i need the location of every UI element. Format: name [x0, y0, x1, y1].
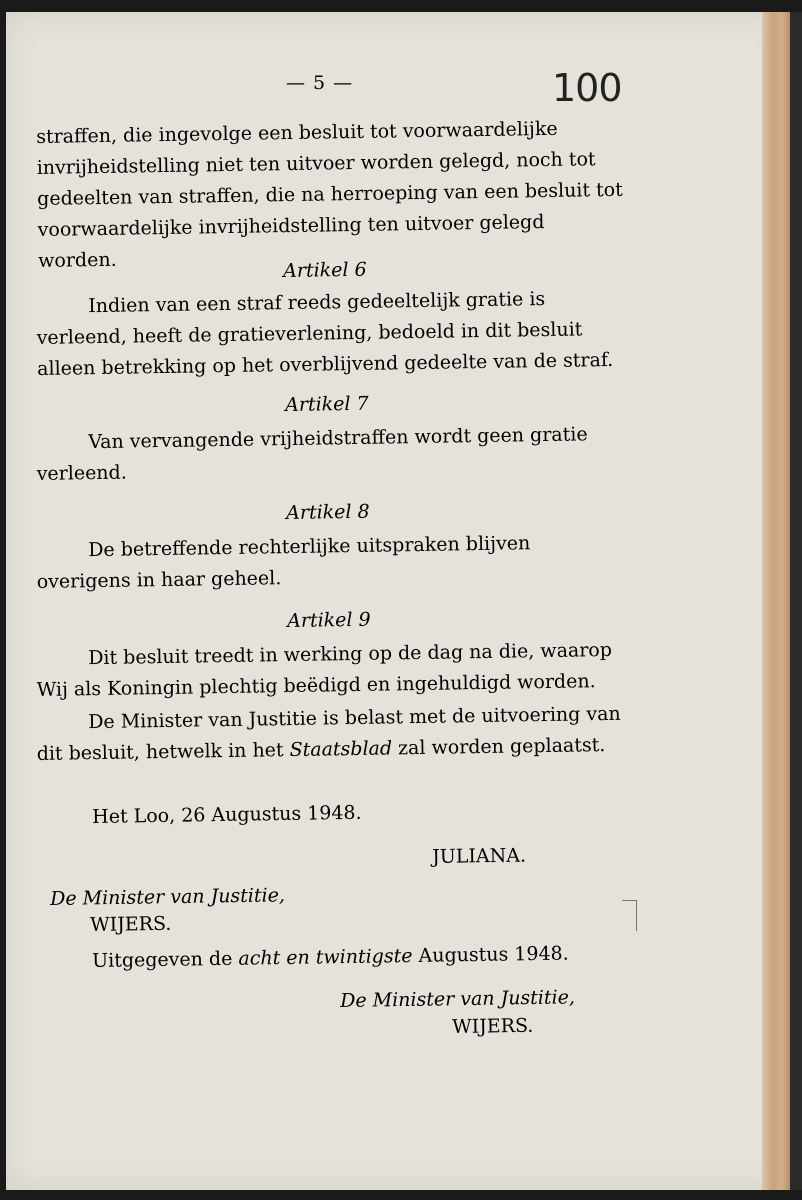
- execution-paragraph: [36, 699, 627, 770]
- article-7-text: Van vervangende vrijheidstraffen wordt geen gratie verleend.: [36, 423, 588, 485]
- published-sign-title: De Minister van Justitie,: [340, 986, 576, 1012]
- published-after: Augustus 1948.: [412, 942, 569, 967]
- article-7-heading: Artikel 7: [285, 392, 369, 416]
- article-9-text: Dit besluit treedt in werking op de dag na die, waarop Wij als Koningin plechtig beëdigd en ingehuldigd worden.: [36, 638, 613, 701]
- margin-mark: [622, 900, 637, 931]
- staatsblad-text: Staatsblad: [289, 737, 393, 762]
- article-6-heading: Artikel 6: [283, 258, 367, 282]
- article-8-text: De betreffende rechterlijke uitspraken blijven overigens in haar geheel.: [36, 532, 531, 593]
- page-edge: [762, 12, 790, 1190]
- article-9-heading: Artikel 9: [287, 608, 371, 632]
- scan-border: [790, 12, 802, 1190]
- published-date-words: acht en twintigste: [238, 944, 413, 970]
- continuation-paragraph: straffen, die ingevolge een besluit tot voorwaardelijke invrijheidstelling niet ten uitvoer worden gelegd, noch tot gedeelten van straffen, die na herroeping van een besluit tot voorwaardelijke invrijheidstelling ten uitvoer gelegd worden.: [36, 117, 623, 272]
- article-6-text: Indien van een straf reeds gedeeltelijk gratie is verleend, heeft de gratieverlening, bedoeld in dit besluit alleen betrekking op het overblijvend gedeelte van de straf.: [36, 288, 614, 380]
- published-before: Uitgegeven de: [92, 947, 239, 972]
- stamp-number: 100: [552, 66, 622, 110]
- execution-text-after: zal worden geplaatst.: [391, 734, 606, 760]
- royal-signature: JULIANA.: [432, 844, 527, 868]
- article-8-heading: Artikel 8: [286, 500, 370, 524]
- execution-text-before: De Minister van Justitie is belast met de uitvoering van dit besluit, hetwelk in het: [36, 702, 621, 765]
- published-sign-name: WIJERS.: [452, 1014, 534, 1038]
- countersign-title: De Minister van Justitie,: [50, 884, 286, 910]
- countersign-name: WIJERS.: [90, 912, 172, 936]
- page-number: — 5 —: [286, 72, 354, 94]
- place-date: Het Loo, 26 Augustus 1948.: [92, 801, 362, 828]
